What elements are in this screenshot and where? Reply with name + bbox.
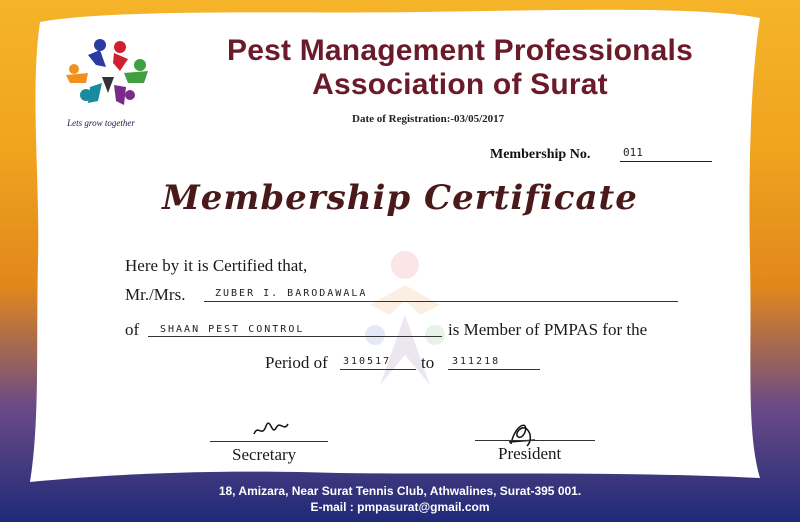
period-from: 310517 bbox=[343, 356, 392, 367]
association-logo bbox=[58, 35, 158, 115]
watermark-logo bbox=[350, 235, 460, 405]
of-label: of bbox=[125, 320, 140, 339]
company-line bbox=[148, 336, 442, 337]
period-from-line bbox=[340, 369, 416, 370]
footer-email: E-mail : pmpasurat@gmail.com bbox=[310, 500, 490, 514]
association-title bbox=[170, 34, 750, 102]
president-line bbox=[475, 440, 595, 441]
secretary-signature bbox=[250, 412, 290, 442]
name-line bbox=[204, 301, 678, 302]
to-label: to bbox=[421, 353, 435, 372]
certificate-title: Membership Certificate bbox=[162, 178, 638, 218]
membership-number-value: 011 bbox=[623, 146, 643, 159]
president-label: President bbox=[498, 444, 562, 463]
logo-tagline: Lets grow together bbox=[67, 118, 135, 128]
secretary-label: Secretary bbox=[232, 445, 297, 464]
registration-date: Date of Registration:-03/05/2017 bbox=[352, 113, 505, 125]
certification-intro: Here by it is Certified that, bbox=[125, 256, 308, 275]
membership-number-line bbox=[620, 161, 712, 162]
member-statement: is Member of PMPAS for the bbox=[448, 320, 648, 339]
footer-address: 18, Amizara, Near Surat Tennis Club, Athwalines, Surat-395 001. bbox=[218, 484, 582, 498]
secretary-line bbox=[210, 441, 328, 442]
period-to: 311218 bbox=[452, 356, 501, 367]
title-line-1: Pest Management Professionals bbox=[227, 34, 693, 67]
salutation: Mr./Mrs. bbox=[125, 285, 186, 304]
title-line-2: Association of Surat bbox=[312, 68, 608, 101]
footer-contact bbox=[0, 483, 800, 515]
member-name: ZUBER I. BARODAWALA bbox=[215, 288, 368, 299]
period-label: Period of bbox=[265, 353, 328, 372]
membership-number-label: Membership No. bbox=[490, 147, 591, 162]
company-name: SHAAN PEST CONTROL bbox=[160, 324, 305, 335]
period-to-line bbox=[448, 369, 540, 370]
